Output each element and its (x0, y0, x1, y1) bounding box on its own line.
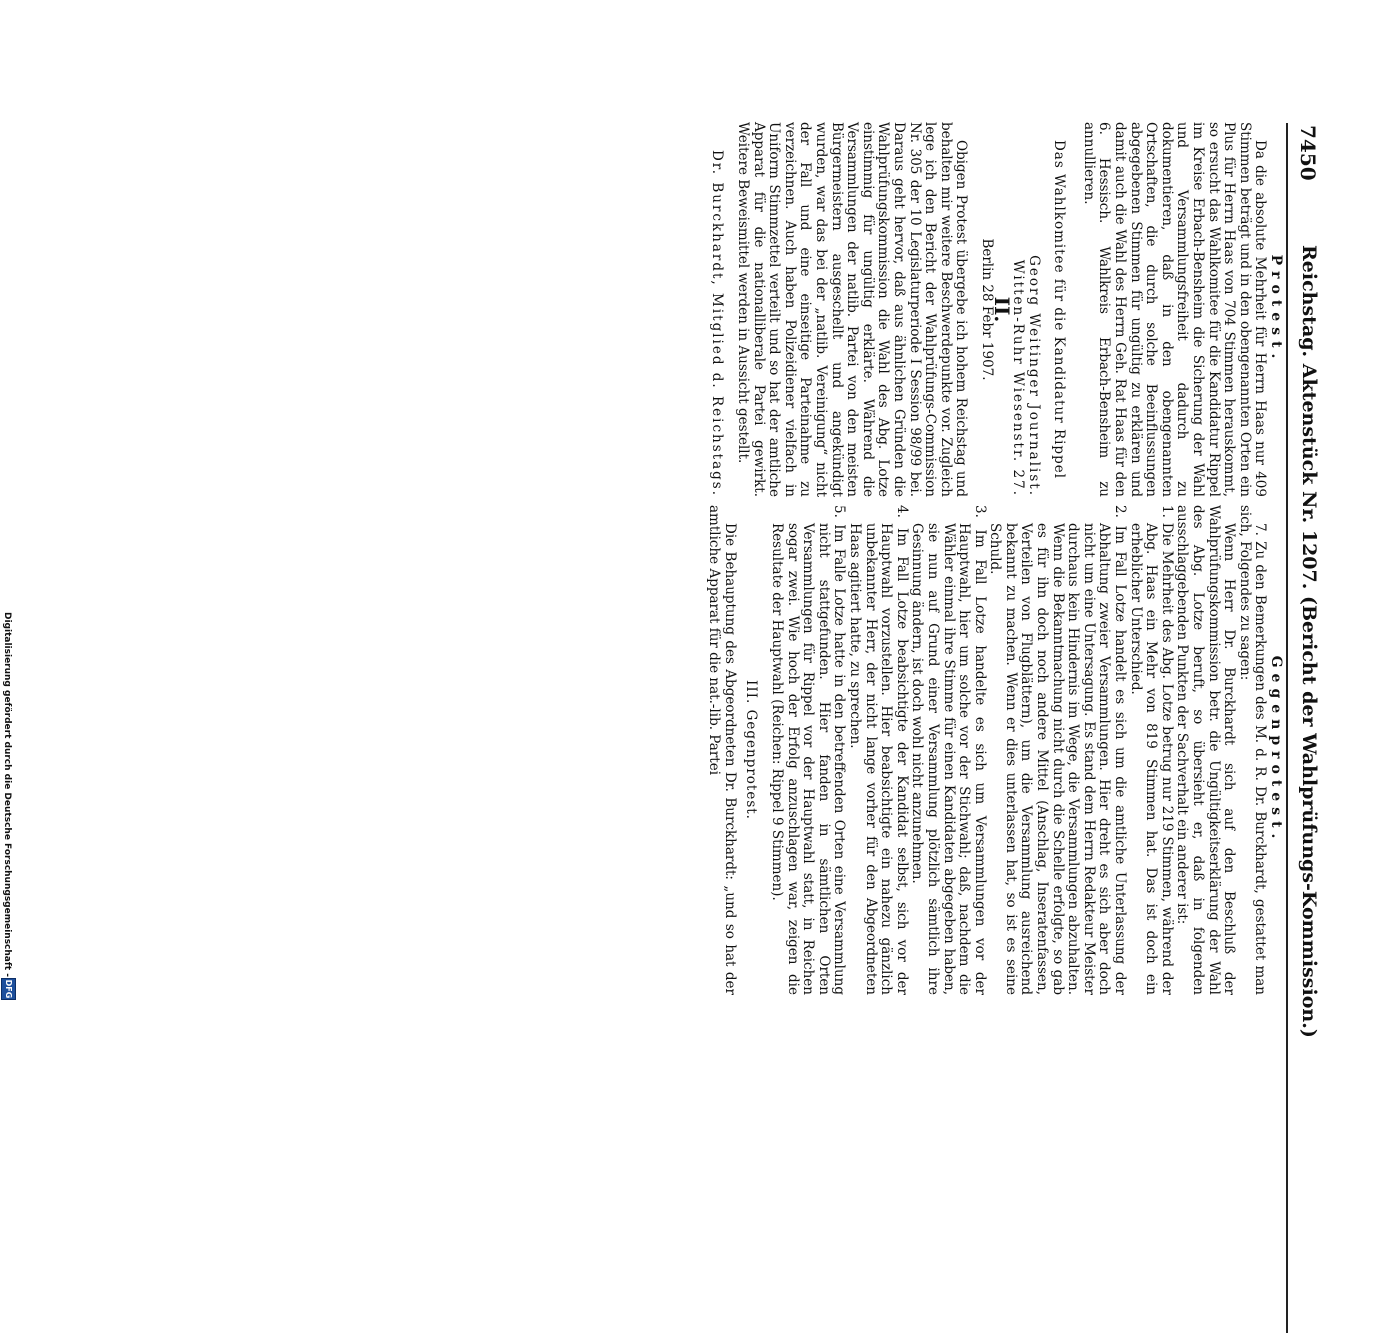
section-two-heading: II. (990, 296, 1015, 323)
list-item: 3. Im Fall Lotze handelte es sich um Versammlungen vor der Hauptwahl, hier um solche vor der Stichwahl; daß, nachdem die Wähler einmal ihre Stimme für einen Kandidaten abgegeben haben, sie nun auf Grund einer Versammlung plötzlich sämtlich ihre Gesinnung ändern, ist doch wohl nicht anzunehmen. (909, 505, 988, 995)
protest-heading: Protest. (1268, 254, 1284, 365)
complaint-signature: Dr. Burckhardt, Mitglied d. Reichstags. (709, 149, 726, 497)
signatory-name: Georg Weitinger Journalist. (1025, 255, 1042, 497)
list-item: 1. Die Mehrheit des Abg. Lotze betrug nur 219 Stimmen, während der Abg. Haas ein Mehr von 819 Stimmen hat. Das ist doch ein erheblicher Unterschied. (1127, 505, 1175, 995)
right-column (706, 505, 1283, 995)
signatory-address: Witten-Ruhr Wiesenstr. 27. (1010, 259, 1027, 497)
counter-intro: 7. Zu den Bemerkungen des M. d. R. Dr. Burckhardt, gestattet man sich, Folgendes zu sagen: (1236, 505, 1269, 995)
section-three-heading: III. Gegenprotest. (743, 680, 760, 820)
committee-line: Das Wahlkomitee für die Kandidatur Rippel (1051, 139, 1068, 480)
page-number: 7450 (1296, 125, 1320, 181)
list-item: 2. Im Fall Lotze handelt es sich um die amtliche Unterlassung der Abhaltung zweier Versammlungen. Hier dreht es sich aber doch nicht um eine Untersagung. Es stand dem Herrn Redakteur Meister durchaus kein Hindernis im Wege, die Versammlungen abzuhalten. Wenn die Bekanntmachung nicht durch die Schelle erfolgte, so gab es für ihn doch noch andere Mittel (Anschlag, Inseratenfassen, Verteilen von Flugblättern), um die Versammlung ausreichend bekannt zu machen. Wenn er dies unterlassen hat, so ist es seine Schuld. (987, 505, 1129, 995)
footer (0, 0, 18, 1000)
protest-paragraph: Da die absolute Mehrheit für Herrn Haas nur 409 Stimmen beträgt und in den obengenannten Orten ein Plus für Herrn Haas von 704 Stimmen herauskommt, so ersucht das Wahlkomitee für die Kandidatur Rippel im Kreise Erbach-Bensheim die Sicherung der Wahl und Versammlungsfreiheit dadurch zu dokumentieren, daß in den obengenannten Ortschaften, die durch solche Beeinflussungen abgegebenen Stimmen für ungültig zu erklären und damit auch die Wahl des Herrn Geh. Rat Haas für den 6. Hessisch. Wahlkreis Erbach-Bensheim zu annullieren. (1080, 122, 1269, 497)
left-column (709, 122, 1283, 497)
dateline: Berlin 28 Febr 1907. (978, 238, 995, 381)
dfg-logo: DFG (1, 978, 16, 1000)
counter-protest-heading: Gegenprotest. (1268, 655, 1284, 845)
page-title: Reichstag. Aktenstück Nr. 1207. (Bericht der Wahlprüfungs-Kommission.) (1298, 245, 1320, 1038)
page-header (1292, 125, 1320, 1125)
funding-note: Digitalisierung gefördert durch die Deutsche Forschungsgemeinschaft - (2, 612, 12, 977)
header-rule (1286, 123, 1288, 1333)
counter-paragraph: Wenn Herr Dr. Burckhardt sich auf den Beschluß der Wahlprüfungskommission betr. die Ungültigkeitserklärung der Wahl des Abg. Lotze beruft, so übersieht er, daß in folgenden ausschlaggebenden Punkten der Sachverhalt ein anderer ist: (1174, 505, 1238, 995)
list-item: 4. Im Fall Lotze beabsichtigte der Kandidat selbst, sich vor der Hauptwahl vorzustellen. Hier beabsichtigte ein nahezu gänzlich unbekannter Herr, der nicht lange vorher für den Abgeordneten Haas agitiert hatte, zu sprechen. (846, 505, 910, 995)
list-item: 5. Im Falle Lotze hatte in den betreffenden Orten eine Versammlung nicht stattgefunden. Hier fanden in sämtlichen Orten Versammlungen für Rippel vor der Hauptwahl statt, in Reichen sogar zwei. Wie hoch der Erfolg anzuschlagen war, zeigen die Resultate der Hauptwahl (Reichen: Rippel 9 Stimmen). (769, 505, 848, 995)
closing-paragraph: Die Behauptung des Abgeordneten Dr. Burckhardt: „und so hat der amtliche Apparat für die nat.-lib. Partei (706, 505, 738, 995)
complaint-paragraph: Obigen Protest übergebe ich hohem Reichstag und behalten mir weitere Beschwerdepunkte vor. Zugleich lege ich den Bericht der Wahlprüfungs-Commission Nr. 305 der 10 Legislaturperiode I Session 98/99 bei. Daraus geht hervor, daß aus ähnlichen Gründen die Wahlprüfungskommission die Wahl des Abg. Lotze einstimmig für ungültig erklärte. Während die Versammlungen der natlib. Partei von den meisten Bürgermeistern ausgeschellt und angekündigt wurden, war das bei der „natlib. Vereinigung“ nicht der Fall und eine einseitige Parteinahme zu verzeichnen. Auch haben Polizeidiener vielfach in Uniform Stimmzettel verteilt und so hat der amtliche Apparat für die nationalliberale Partei gewirkt. Weitere Beweismittel werden in Aussicht gestellt. (735, 122, 970, 497)
